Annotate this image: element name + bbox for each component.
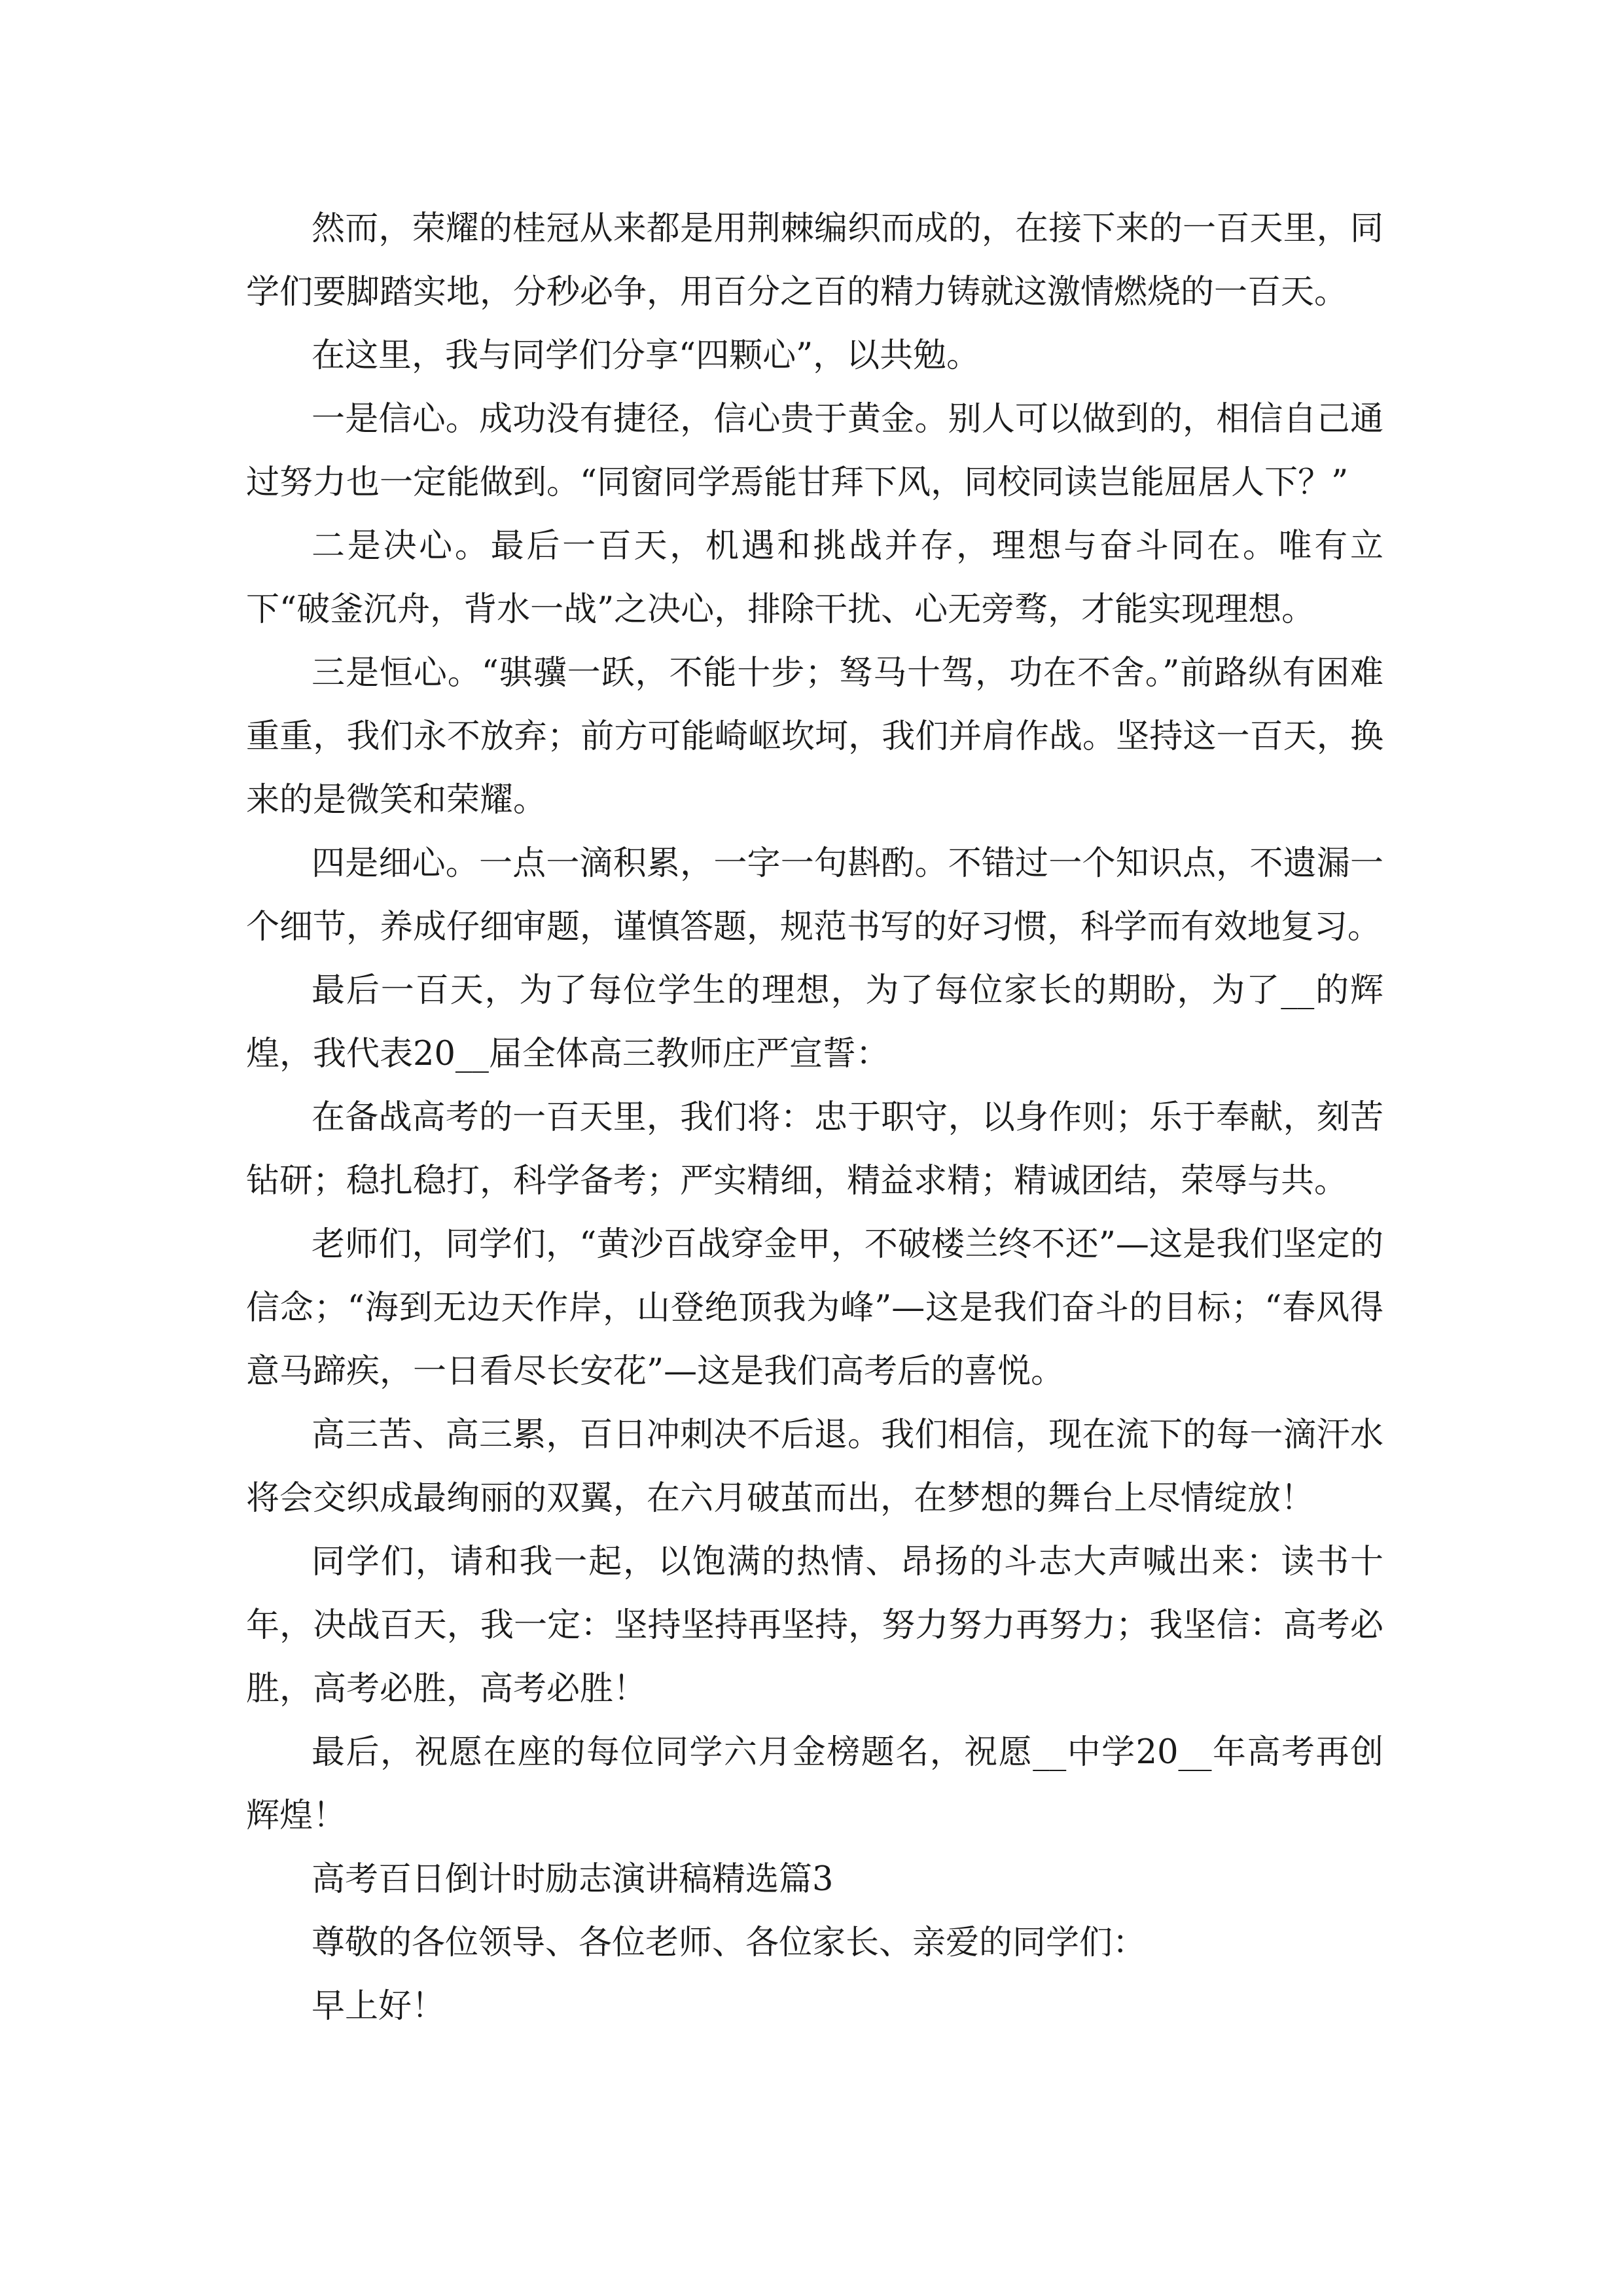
- paragraph-10: 高三苦、高三累，百日冲刺决不后退。我们相信，现在流下的每一滴汗水将会交织成最绚丽的双翼，在六月破茧而出，在梦想的舞台上尽情绽放！: [246, 1416, 1383, 1518]
- paragraph-9: 老师们，同学们，“黄沙百战穿金甲，不破楼兰终不还”—这是我们坚定的信念；“海到无边天作岸，山登绝顶我为峰”—这是我们奋斗的目标；“春风得意马蹄疾，一日看尽长安花”—这是我们高考后的喜悦。: [246, 1225, 1383, 1391]
- greeting: 早上好！: [312, 1987, 446, 2026]
- paragraph-8: 在备战高考的一百天里，我们将：忠于职守，以身作则；乐于奉献，刻苦钻研；稳扎稳打，科学备考；严实精细，精益求精；精诚团结，荣辱与共。: [246, 1098, 1383, 1200]
- paragraph-4: 二是决心。最后一百天，机遇和挑战并存，理想与奋斗同在。唯有立下“破釜沉舟，背水一战”之决心，排除干扰、心无旁骛，才能实现理想。: [246, 527, 1383, 629]
- paragraph-1: 然而，荣耀的桂冠从来都是用荆棘编织而成的，在接下来的一百天里，同学们要脚踏实地，分秒必争，用百分之百的精力铸就这激情燃烧的一百天。: [246, 209, 1383, 312]
- salutation: 尊敬的各位领导、各位老师、各位家长、亲爱的同学们：: [312, 1924, 1147, 1962]
- section-title: 高考百日倒计时励志演讲稿精选篇3: [312, 1860, 834, 1899]
- paragraph-7: 最后一百天，为了每位学生的理想，为了每位家长的期盼，为了__的辉煌，我代表20__届全体高三教师庄严宣誓：: [246, 971, 1383, 1073]
- paragraph-11: 同学们，请和我一起，以饱满的热情、昂扬的斗志大声喊出来：读书十年，决战百天，我一定：坚持坚持再坚持，努力努力再努力；我坚信：高考必胜，高考必胜，高考必胜！: [246, 1543, 1383, 1708]
- document-body: [246, 197, 1383, 2038]
- paragraph-2: 在这里，我与同学们分享“四颗心”，以共勉。: [312, 336, 980, 375]
- paragraph-12: 最后，祝愿在座的每位同学六月金榜题名，祝愿__中学20__年高考再创辉煌！: [246, 1733, 1383, 1835]
- paragraph-6: 四是细心。一点一滴积累，一字一句斟酌。不错过一个知识点，不遗漏一个细节，养成仔细审题，谨慎答题，规范书写的好习惯，科学而有效地复习。: [246, 844, 1383, 946]
- paragraph-3: 一是信心。成功没有捷径，信心贵于黄金。别人可以做到的，相信自己通过努力也一定能做到。“同窗同学焉能甘拜下风，同校同读岂能屈居人下？”: [246, 400, 1383, 502]
- paragraph-5: 三是恒心。“骐骥一跃，不能十步；驽马十驾，功在不舍。”前路纵有困难重重，我们永不放弃；前方可能崎岖坎坷，我们并肩作战。坚持这一百天，换来的是微笑和荣耀。: [246, 654, 1383, 819]
